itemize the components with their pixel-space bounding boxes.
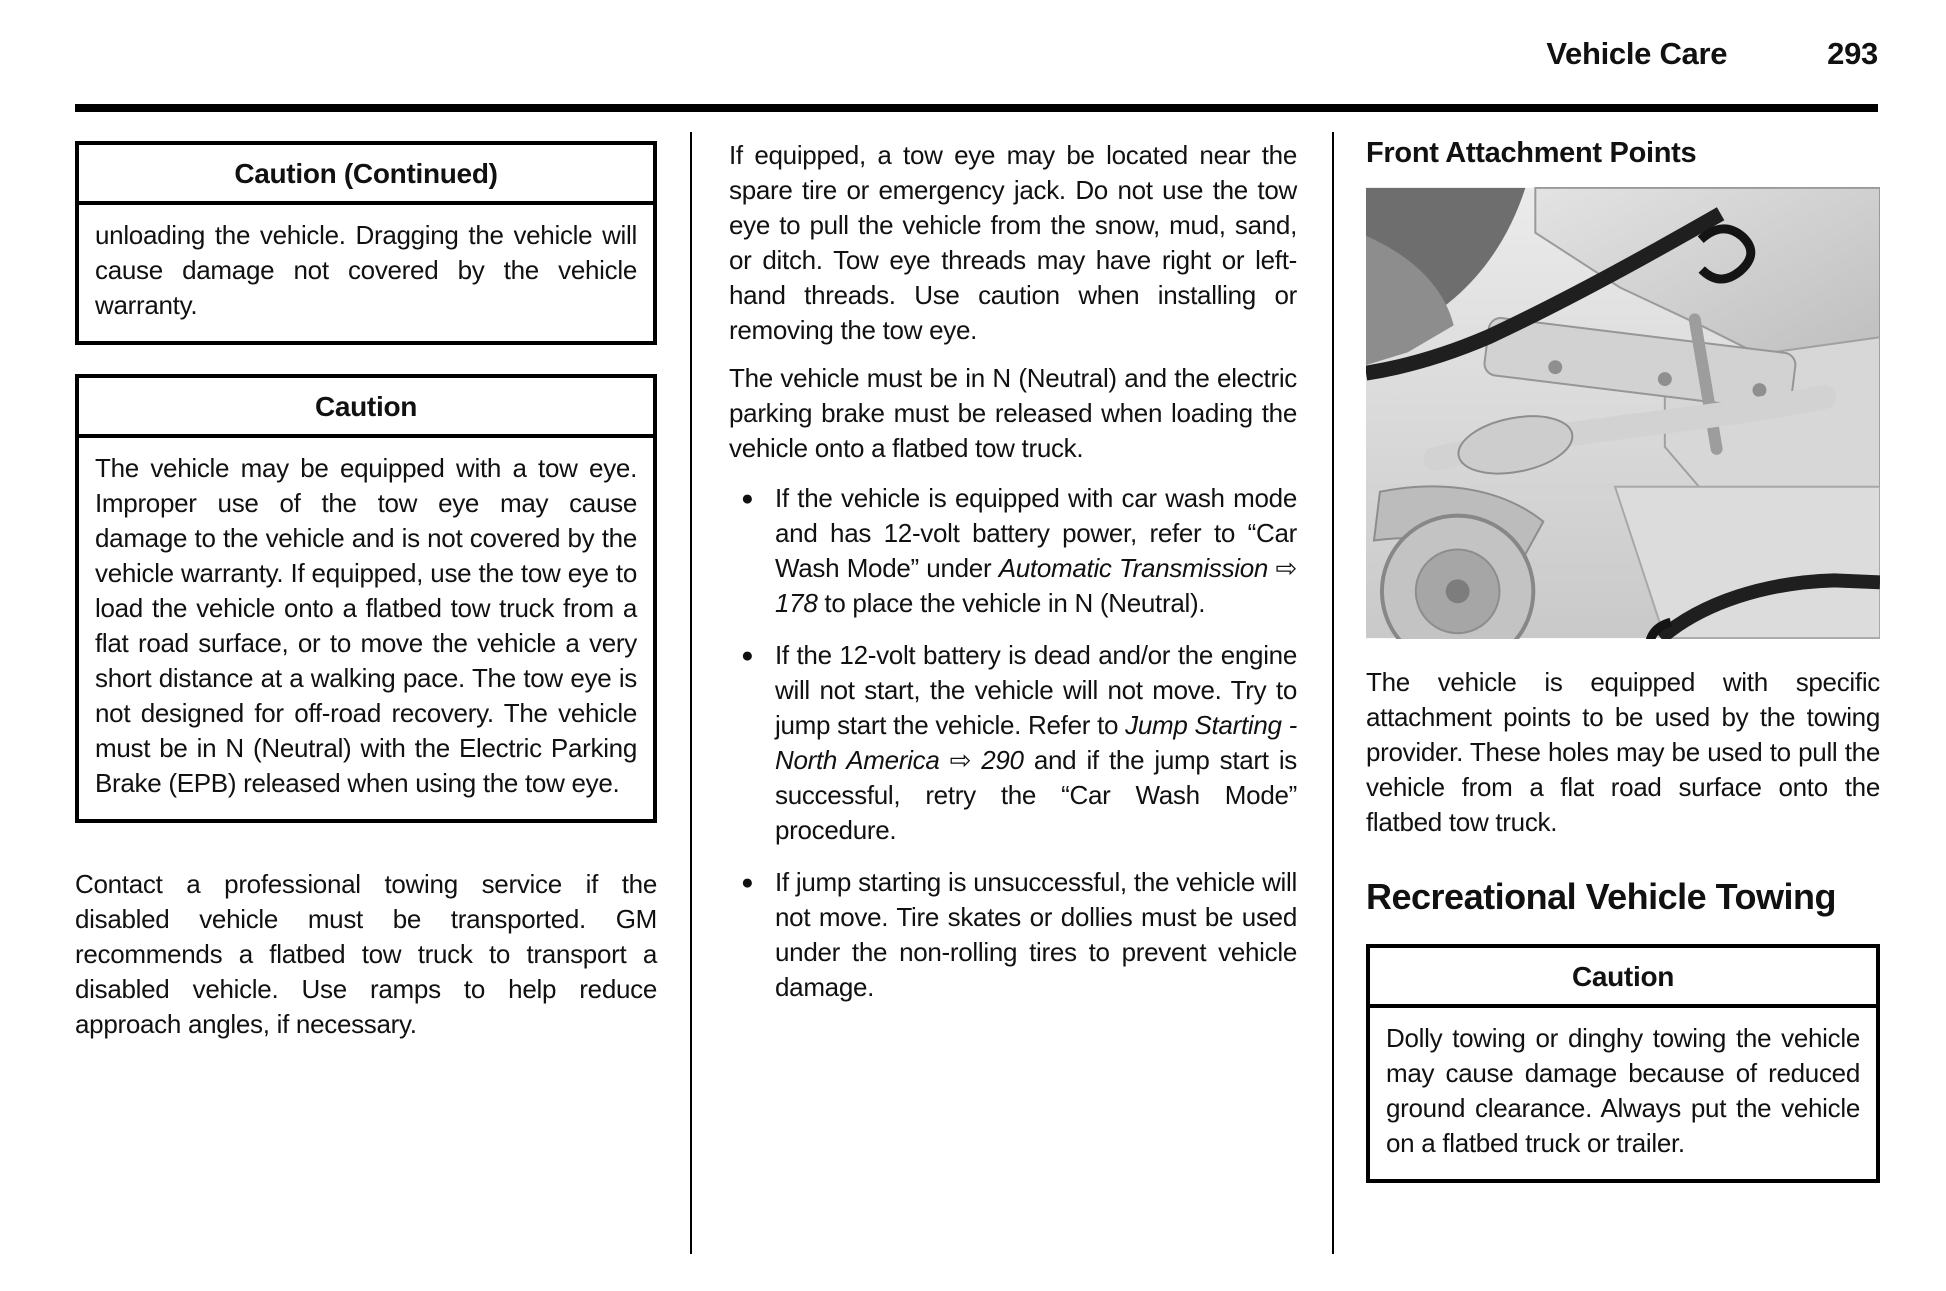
list-item [729, 481, 1297, 621]
left-column [75, 136, 657, 1042]
bullet-text: If the vehicle is equipped with car wash mode and has 12-volt battery power, refer to “Car Wash Mode” under [775, 483, 1297, 583]
list-item [729, 638, 1297, 848]
column-divider-right [1332, 132, 1334, 1254]
caution-continued-body: unloading the vehicle. Dragging the vehicle will cause damage not covered by the vehicle warranty. [95, 220, 637, 320]
bullet-text: If jump starting is unsuccessful, the vehicle will not move. Tire skates or dollies must be used under the non-rolling tires to prevent vehicle damage. [775, 867, 1297, 1002]
bullet-text: If the 12-volt battery is dead and/or the engine will not start, the vehicle will not move. Try to jump start the vehicle. Refer to [775, 640, 1297, 740]
caution-tow-eye-title: Caution [79, 378, 653, 438]
caution-continued-title: Caution (Continued) [79, 145, 653, 205]
bullet-text: and if the jump start is successful, retry the “Car Wash Mode” procedure. [775, 745, 1297, 845]
cross-reference-title: Jump Starting - North America [775, 710, 1297, 775]
bullet-icon: ● [741, 871, 754, 894]
right-column [1366, 136, 1880, 1183]
caution-rv-title: Caution [1370, 948, 1876, 1008]
front-attachment-points-figure [1366, 187, 1880, 639]
bullet-icon: ● [741, 644, 754, 667]
page-header [75, 36, 1878, 72]
bullet-icon: ● [741, 487, 754, 510]
cross-reference-page: ⇨ 290 [939, 745, 1024, 775]
tow-eye-location-paragraph: If equipped, a tow eye may be located near the spare tire or emergency jack. Do not use the tow eye to pull the vehicle from the snow, mud, sand, or ditch. Tow eye threads may have right or left-hand threads. Use caution when installing or removing the tow eye. [729, 140, 1297, 345]
caution-tow-eye-box [75, 374, 657, 823]
list-item [729, 865, 1297, 1005]
neutral-loading-paragraph: The vehicle must be in N (Neutral) and the electric parking brake must be released when loading the vehicle onto a flatbed tow truck. [729, 363, 1297, 463]
section-title: Vehicle Care [1546, 36, 1728, 71]
page-number: 293 [1827, 36, 1878, 71]
list-item-text [775, 865, 1297, 1005]
cross-reference-title: Automatic Transmission [998, 553, 1269, 583]
caution-continued-box [75, 141, 657, 345]
undercarriage-tow-straps-illustration [1366, 187, 1880, 639]
caution-rv-box [1366, 944, 1880, 1183]
column-divider-left [690, 132, 692, 1254]
tow-procedure-list [729, 481, 1297, 1005]
list-item-text [775, 638, 1297, 848]
cross-reference-page: ⇨ 178 [775, 553, 1297, 618]
attachment-points-paragraph: The vehicle is equipped with specific attachment points to be used by the towing provider. These holes may be used to pull the vehicle from a flat road surface onto the flatbed tow truck. [1366, 667, 1880, 837]
list-item-text [775, 481, 1297, 621]
header-rule [75, 104, 1878, 112]
caution-rv-body: Dolly towing or dinghy towing the vehicle may cause damage because of reduced ground clearance. Always put the vehicle on a flatbed truck or trailer. [1386, 1023, 1860, 1158]
middle-column [729, 136, 1297, 1022]
caution-tow-eye-body: The vehicle may be equipped with a tow eye. Improper use of the tow eye may cause damage to the vehicle and is not covered by the vehicle warranty. If equipped, use the tow eye to load the vehicle onto a flatbed tow truck from a flat road surface, or to move the vehicle a very short distance at a walking pace. The tow eye is not designed for off-road recovery. The vehicle must be in N (Neutral) with the Electric Parking Brake (EPB) released when using the tow eye. [95, 453, 637, 798]
tow-service-paragraph: Contact a professional towing service if the disabled vehicle must be transported. GM recommends a flatbed tow truck to transport a disabled vehicle. Use ramps to help reduce approach angles, if necessary. [75, 869, 657, 1039]
recreational-vehicle-towing-heading: Recreational Vehicle Towing [1366, 876, 1836, 917]
front-attachment-points-heading: Front Attachment Points [1366, 137, 1697, 169]
bullet-text: to place the vehicle in N (Neutral). [817, 588, 1206, 618]
